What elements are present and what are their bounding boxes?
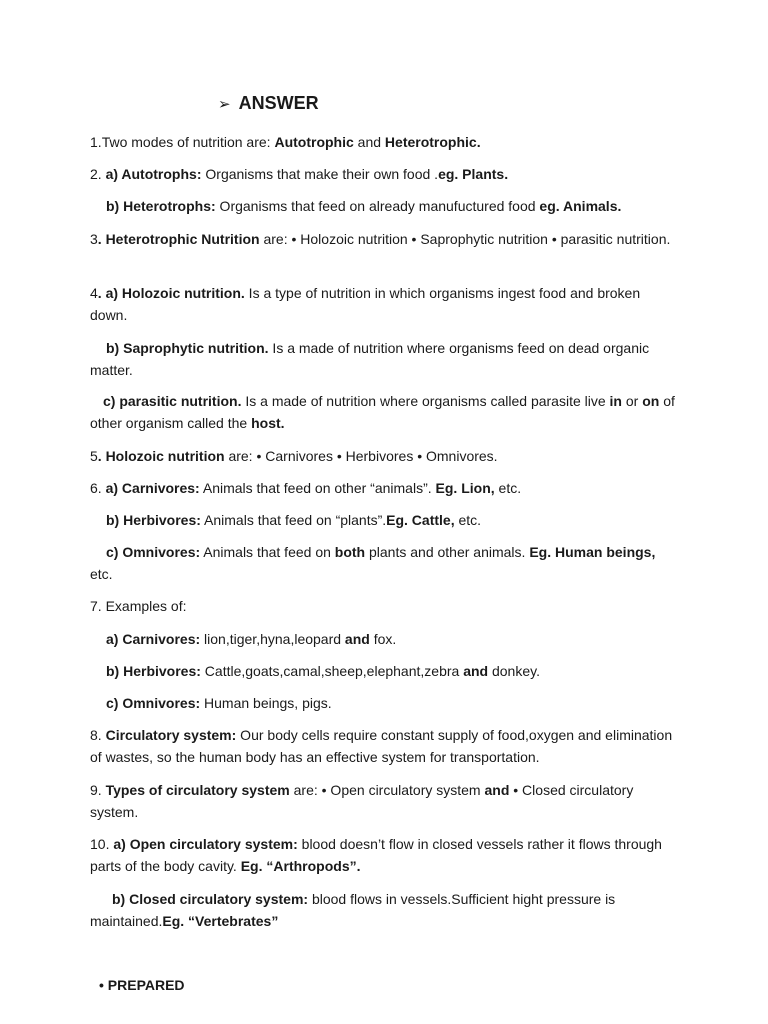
answer-4c: c) parasitic nutrition. Is a made of nutrition where organisms called parasite live in or on of other organism called the host. [90, 393, 675, 431]
answer-10b: b) Closed circulatory system: blood flows in vessels.Sufficient hight pressure is maintained.Eg. “Vertebrates” [90, 891, 616, 929]
answer-7b: b) Herbivores: Cattle,goats,camal,sheep,elephant,zebra and donkey. [106, 663, 540, 679]
answer-8: 8. Circulatory system: Our body cells require constant supply of food,oxygen and elimination of wastes, so the human body has an effective system for transportation. [90, 727, 673, 765]
answer-7c: c) Omnivores: Human beings, pigs. [106, 695, 332, 711]
answer-7a: a) Carnivores: lion,tiger,hyna,leopard and fox. [106, 631, 397, 647]
answer-6c: c) Omnivores: Animals that feed on both plants and other animals. Eg. Human beings, etc. [90, 544, 656, 582]
answer-7: 7. Examples of: [90, 598, 187, 614]
answer-2a: 2. a) Autotrophs: Organisms that make their own food .eg. Plants. [90, 166, 509, 182]
heading-text: ANSWER [238, 93, 319, 113]
prepared-footer: • PREPARED [99, 977, 185, 993]
answer-9: 9. Types of circulatory system are: • Open circulatory system and • Closed circulatory system. [90, 782, 634, 820]
answer-heading [218, 93, 319, 114]
arrow-bullet-icon: ➢ [218, 95, 231, 113]
answer-1: 1.Two modes of nutrition are: Autotrophic and Heterotrophic. [90, 134, 481, 150]
answer-4a: 4. a) Holozoic nutrition. Is a type of nutrition in which organisms ingest food and broken down. [90, 285, 641, 323]
answer-2b: b) Heterotrophs: Organisms that feed on already manufuctured food eg. Animals. [106, 198, 622, 214]
answer-3: 3. Heterotrophic Nutrition are: • Holozoic nutrition • Saprophytic nutrition • parasitic nutrition. [90, 231, 671, 247]
answer-5: 5. Holozoic nutrition are: • Carnivores • Herbivores • Omnivores. [90, 448, 498, 464]
answer-6a: 6. a) Carnivores: Animals that feed on other “animals”. Eg. Lion, etc. [90, 480, 522, 496]
answer-6b: b) Herbivores: Animals that feed on “plants”.Eg. Cattle, etc. [106, 512, 482, 528]
answer-10a: 10. a) Open circulatory system: blood doesn’t flow in closed vessels rather it flows through parts of the body cavity. Eg. “Arthropods”. [90, 836, 662, 874]
answer-4b: b) Saprophytic nutrition. Is a made of nutrition where organisms feed on dead organic matter. [90, 340, 650, 378]
